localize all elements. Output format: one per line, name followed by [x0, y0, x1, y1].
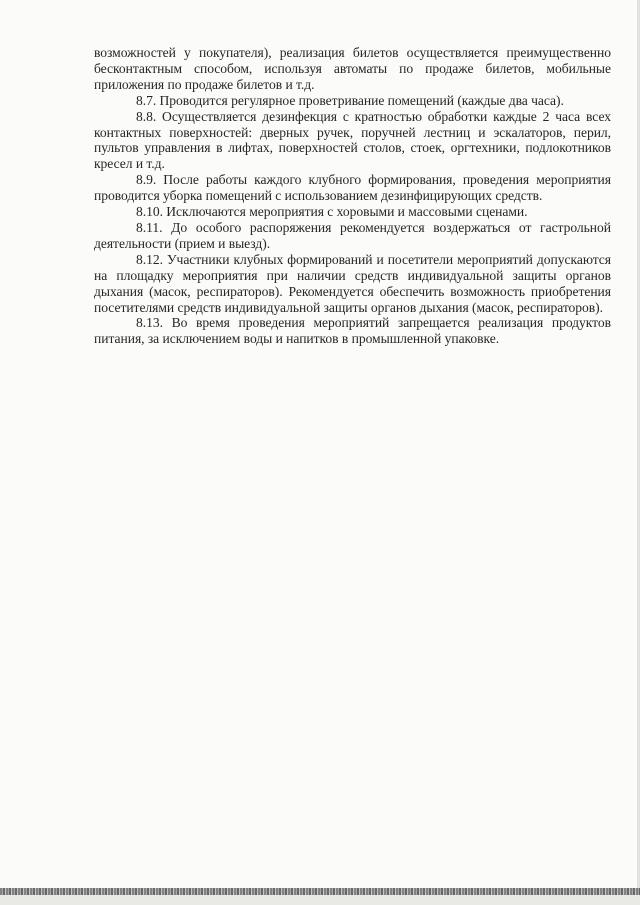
scan-bottom-margin	[0, 895, 640, 905]
paragraph-8-13: 8.13. Во время проведения мероприятий запрещается реализация продуктов питания, за исключением воды и напитков в промышленной упаковке.	[94, 315, 611, 347]
scan-bottom-edge	[0, 888, 640, 895]
paragraph-continuation: возможностей у покупателя), реализация билетов осуществляется преимущественно бесконтактным способом, используя автоматы по продаже билетов, мобильные приложения по продаже билетов и т.д.	[94, 45, 611, 92]
paragraph-8-10: 8.10. Исключаются мероприятия с хоровыми и массовыми сценами.	[136, 204, 528, 220]
paragraph-8-8: 8.8. Осуществляется дезинфекция с кратностью обработки каждые 2 часа всех контактных поверхностей: дверных ручек, поручней лестниц и эскалаторов, перил, пультов управления в лифтах, поверхностей столов, стоек, оргтехники, подлокотников кресел и т.д.	[94, 108, 611, 172]
paragraph-8-7: 8.7. Проводится регулярное проветривание помещений (каждые два часа).	[136, 92, 564, 108]
document-body	[94, 45, 611, 347]
paragraph-8-11: 8.11. До особого распоряжения рекомендуется воздержаться от гастрольной деятельности (прием и выезд).	[94, 219, 611, 251]
paragraph-8-12: 8.12. Участники клубных формирований и посетители мероприятий допускаются на площадку мероприятия при наличии средств индивидуальной защиты органов дыхания (масок, респираторов). Рекомендуется обеспечить возможность приобретения посетителями средств индивидуальной защиты органов дыхания (масок, респираторов).	[94, 251, 611, 315]
paragraph-8-9: 8.9. После работы каждого клубного формирования, проведения мероприятия проводится уборка помещений с использованием дезинфицирующих средств.	[94, 172, 611, 204]
